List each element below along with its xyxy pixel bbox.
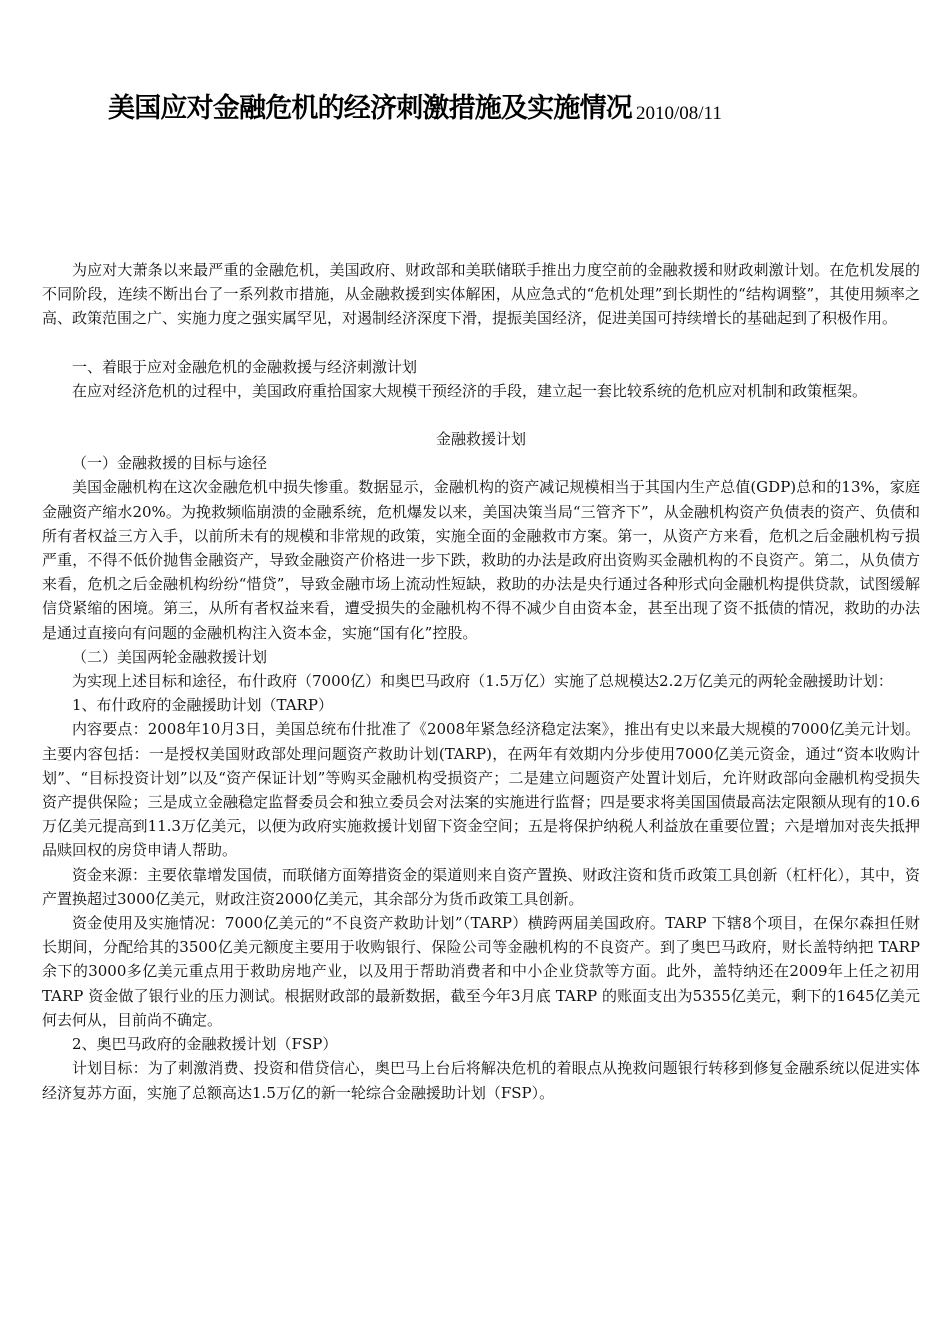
intro-paragraph: 为应对大萧条以来最严重的金融危机，美国政府、财政部和美联储联手推出力度空前的金融救援和财政刺激计划。在危机发展的不同阶段，连续不断出台了一系列救市措施，从金融救援到实体解困，从应急式的“危机处理”到长期性的“结构调整”，其使用频率之高、政策范围之广、实施力度之强实属罕见，对遏制经济深度下滑，提振美国经济，促进美国可持续增长的基础起到了积极作用。 xyxy=(42,261,920,328)
tarp-heading: 1、布什政府的金融援助计划（TARP） xyxy=(72,696,333,715)
section-paragraph: 在应对经济危机的过程中，美国政府重拾国家大规模干预经济的手段，建立起一套比较系统的危机应对机制和政策框架。 xyxy=(72,381,868,400)
subsection-paragraph: 为实现上述目标和途径，布什政府（7000亿）和奥巴马政府（1.5万亿）实施了总规模达2.2万亿美元的两轮金融援助计划： xyxy=(72,672,893,691)
fsp-goal-paragraph: 计划目标：为了刺激消费、投资和借贷信心，奥巴马上台后将解决危机的着眼点从挽救问题银行转移到修复金融系统以促进实体经济复苏方面，实施了总额高达1.5万亿的新一轮综合金融援助计划（FSP）。 xyxy=(42,1059,920,1102)
tarp-funding-paragraph: 资金来源：主要依靠增发国债，而联储方面筹措资金的渠道则来自资产置换、财政注资和货币政策工具创新（杠杆化），其中，资产置换超过3000亿美元，财政注资2000亿美元，其余部分为货币政策工具创新。 xyxy=(42,865,920,908)
fsp-heading: 2、奥巴马政府的金融救援计划（FSP） xyxy=(72,1035,338,1054)
subsection-paragraph: 美国金融机构在这次金融危机中损失惨重。数据显示，金融机构的资产减记规模相当于其国内生产总值(GDP)总和的13%，家庭金融资产缩水20%。为挽救频临崩溃的金融系统，危机爆发以来，美国决策当局“三管齐下”，从金融机构资产负债表的资产、负债和所有者权益三方入手，以前所未有的规模和非常规的政策，实施全面的金融救市方案。第一，从资产方来看，危机之后金融机构亏损严重，不得不低价抛售金融资产，导致金融资产价格进一步下跌，救助的办法是政府出资购买金融机构的不良资产。第二，从负债方来看，危机之后金融机构纷纷“惜贷”，导致金融市场上流动性短缺，救助的办法是央行通过各种形式向金融机构提供贷款，试图缓解信贷紧缩的困境。第三，从所有者权益来看，遭受损失的金融机构不得不减少自由资本金，甚至出现了资不抵债的情况，救助的办法是通过直接向有问题的金融机构注入资本金，实施“国有化”控股。 xyxy=(42,478,920,642)
spacer xyxy=(42,403,920,427)
page-title: 美国应对金融危机的经济刺激措施及实施情况 xyxy=(108,93,632,124)
tarp-content-paragraph: 内容要点：2008年10月3日，美国总统布什批准了《2008年紧急经济稳定法案》，推出有史以来最大规模的7000亿美元计划。主要内容包括：一是授权美国财政部处理问题资产救助计划(TARP)，在两年有效期内分步使用7000亿美元资金，通过“资本收购计划”、“目标投资计划”以及“资产保证计划”等购买金融机构受损资产；二是建立问题资产处置计划后，允许财政部向金融机构受损失资产提供保险；三是成立金融稳定监督委员会和独立委员会对法案的实施进行监督；四是要求将美国国债最高法定限额从现有的10.6万亿美元提高到11.3万亿美元，以便为政府实施救援计划留下资金空间；五是将保护纳税人利益放在重要位置；六是增加对丧失抵押品赎回权的房贷申请人帮助。 xyxy=(42,720,920,860)
spacer xyxy=(42,331,920,355)
subsection-heading: （一）金融救援的目标与途径 xyxy=(72,454,268,473)
publish-date: 2010/08/11 xyxy=(636,103,722,124)
section-heading: 一、着眼于应对金融危机的金融救援与经济刺激计划 xyxy=(72,357,418,376)
title-row xyxy=(108,86,908,125)
center-heading: 金融救援计划 xyxy=(435,430,526,449)
tarp-usage-paragraph: 资金使用及实施情况：7000亿美元的“不良资产救助计划”（TARP）横跨两届美国政府。TARP 下辖8个项目，在保尔森担任财长期间，分配给其的3500亿美元额度主要用于收购银行、保险公司等金融机构的不良资产。到了奥巴马政府，财长盖特纳把 TARP 余下的3000多亿美元重点用于救助房地产业，以及用于帮助消费者和中小企业贷款等方面。此外，盖特纳还在2009年上任之初用 TARP 资金做了银行业的压力测试。根据财政部的最新数据，截至今年3月底 TARP 的账面支出为5355亿美元，剩下的1645亿美元何去何从，目前尚不确定。 xyxy=(42,914,920,1029)
article-body xyxy=(42,258,920,1105)
subsection-heading: （二）美国两轮金融救援计划 xyxy=(72,647,268,666)
